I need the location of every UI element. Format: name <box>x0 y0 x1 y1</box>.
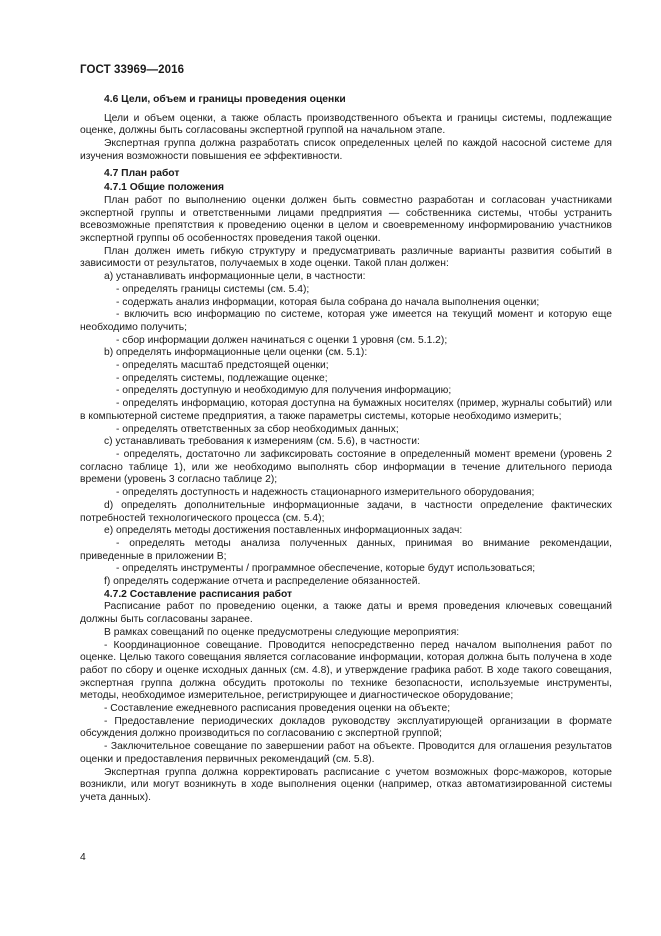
paragraph: - определять масштаб предстоящей оценки; <box>116 360 329 372</box>
document-body <box>80 92 612 805</box>
paragraph: b) определять информационные цели оценки (см. 5.1): <box>104 347 368 359</box>
page-number: 4 <box>80 852 86 863</box>
paragraph: - сбор информации должен начинаться с оценки 1 уровня (см. 5.1.2); <box>116 334 448 346</box>
paragraph: - Составление ежедневного расписания проведения оценки на объекте; <box>104 703 451 715</box>
paragraph: - содержать анализ информации, которая была собрана до начала выполнения оценки; <box>116 296 540 308</box>
paragraph: Цели и объем оценки, а также область производственного объекта и границы системы, подлежащие оценке, должны быть согласованы экспертной группой на начальном этапе. <box>80 112 612 137</box>
section-heading: 4.6 Цели, объем и границы проведения оценки <box>104 94 346 105</box>
paragraph: - определять, достаточно ли зафиксировать состояние в определенный момент времени (уровень 2 согласно таблице 1), или же необходимо выполнять сбор информации в течение длительного периода времени (уровень 3 согласно таблице 2); <box>80 448 612 486</box>
section-heading: 4.7.2 Составление расписания работ <box>104 588 293 600</box>
standard-designation: ГОСТ 33969—2016 <box>80 64 185 76</box>
paragraph: - Координационное совещание. Проводится непосредственно перед началом выполнения работ по оценке. Целью такого совещания является согласование информации, которая должна быть получена в ходе работ по сбору и оценке исходных данных (см. 4.8), и утверждение графика работ. В ходе такого совещания, экспертная группа должна обсудить протоколы по технике безопасности, используемые инструменты, методы, необходимое измерительное, регистрирующее и диагностическое оборудование; <box>80 639 612 702</box>
paragraph: f) определять содержание отчета и распределение обязанностей. <box>104 576 421 588</box>
paragraph: - определять ответственных за сбор необходимых данных; <box>116 423 399 435</box>
paragraph: Экспертная группа должна корректировать расписание с учетом возможных форс-мажоров, которые возникли, или могут возникнуть в ходе выполнения оценки (например, отказ автоматизированной системы учета данных). <box>80 766 612 803</box>
paragraph: - определять методы анализа полученных данных, принимая во внимание рекомендации, приведенные в приложении В; <box>80 537 612 562</box>
paragraph: d) определять дополнительные информационные задачи, в частности определение фактических потребностей технологического процесса (см. 5.4); <box>80 499 612 524</box>
paragraph: - определять доступную и необходимую для получения информацию; <box>116 385 452 397</box>
paragraph: Расписание работ по проведению оценки, а также даты и время проведения ключевых совещаний должны быть согласованы заранее. <box>80 601 612 626</box>
paragraph: В рамках совещаний по оценке предусмотрены следующие мероприятия: <box>104 626 460 638</box>
paragraph: c) устанавливать требования к измерениям (см. 5.6), в частности: <box>104 436 420 448</box>
paragraph: Экспертная группа должна разработать список определенных целей по каждой насосной системе для изучения возможности повышения ее эффективности. <box>80 138 612 162</box>
paragraph: e) определять методы достижения поставленных информационных задач: <box>104 525 463 537</box>
paragraph: - Заключительное совещание по завершении работ на объекте. Проводится для оглашения результатов оценки и предоставления первичных рекомендаций (см. 5.8). <box>80 741 612 765</box>
section-heading: 4.7.1 Общие положения <box>104 182 224 194</box>
paragraph: - определять доступность и надежность стационарного измерительного оборудования; <box>116 487 535 499</box>
paragraph: - определять инструменты / программное обеспечение, которые будут использоваться; <box>116 563 536 575</box>
paragraph: - Предоставление периодических докладов руководству эксплуатирующей организации в формате обсуждения должно производиться по согласованию с экспертной группой; <box>80 715 612 740</box>
section-heading: 4.7 План работ <box>104 167 180 179</box>
paragraph: a) устанавливать информационные цели, в частности: <box>104 271 366 283</box>
paragraph: - определять информацию, которая доступна на бумажных носителях (пример, журналы событий) или в компьютерной системе предприятия, а также параметры системы, которые необходимо измерить; <box>80 398 612 422</box>
paragraph: - включить всю информацию по системе, которая уже имеется на текущий момент и которую еще необходимо получить; <box>80 309 612 333</box>
paragraph: - определять системы, подлежащие оценке; <box>116 372 328 384</box>
paragraph: План работ по выполнению оценки должен быть совместно разработан и согласован участниками экспертной группы и ответственными лицами предприятия — собственника системы, чтобы устранить всевозможные препятствия к проведению оценки в целом и своевременному информированию участников экспертной группы об особенностях проведения такой оценки. <box>80 194 612 245</box>
paragraph: - определять границы системы (см. 5.4); <box>116 283 310 295</box>
paragraph: План должен иметь гибкую структуру и предусматривать различные варианты развития событий в зависимости от результатов, получаемых в ходе оценки. Такой план должен: <box>80 245 612 270</box>
